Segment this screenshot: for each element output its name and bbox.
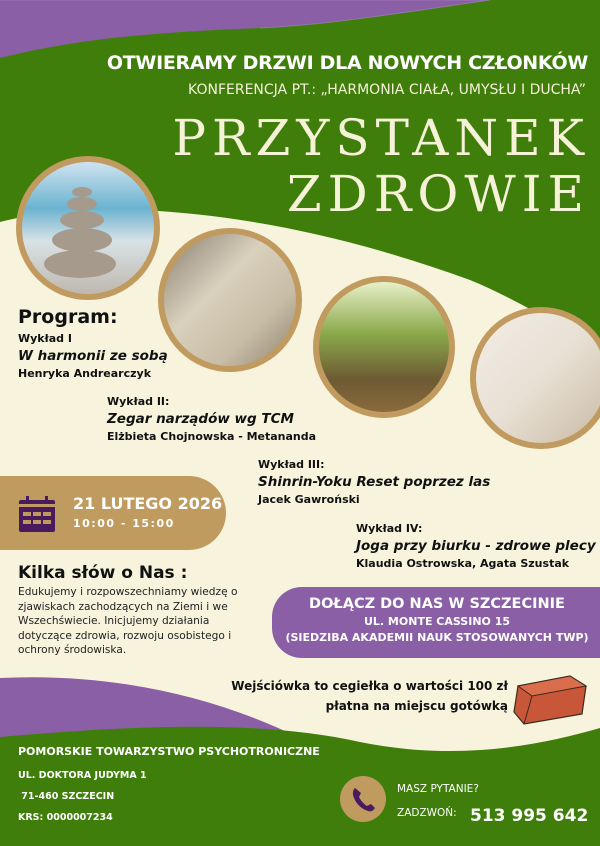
call-label: ZADZWOŃ: [397,807,457,819]
join-banner: DOŁĄCZ DO NAS W SZCZECINIE UL. MONTE CASSINO 15 (SIEDZIBA AKADEMII NAUK STOSOWANYCH TWP) [272,587,600,658]
question-label: MASZ PYTANIE? [397,783,479,795]
stones-icon [22,162,154,294]
event-date: 21 LUTEGO 2026 [73,494,223,513]
photo-yoga [470,307,600,449]
subtitle: KONFERENCJA PT.: „HARMONIA CIAŁA, UMYSŁU I DUCHA” [188,82,586,98]
photo-forest [313,276,455,418]
photo-stones [16,156,160,300]
entry-fee: Wejściówka to cegiełka o wartości 100 zł płatna na miejscu gotówką [231,679,508,713]
phone-button[interactable] [340,776,386,822]
photo-tcm-chart [158,228,302,372]
about-text: Edukujemy i rozpowszechniamy wiedzę o zjawiskach zachodzących na Ziemi i we Wszechświecie. Inicjujemy działania dotyczące zdrowia, rozwoju osobistego i ochrony środowiska. [18,586,238,657]
org-krs: KRS: 0000007234 [18,812,113,823]
phone-number[interactable]: 513 995 642 [470,806,589,826]
page-title: PRZYSTANEK ZDROWIE [172,109,590,223]
lecture-1: Wykład I W harmonii ze sobą Henryka Andrearczyk [18,332,168,380]
org-name: POMORSKIE TOWARZYSTWO PSYCHOTRONICZNE [18,745,320,758]
brick-icon [510,672,590,728]
lecture-3: Wykład III: Shinrin-Yoku Reset poprzez las Jacek Gawroński [258,458,491,506]
org-street: UL. DOKTORA JUDYMA 1 [18,770,147,781]
event-time: 10:00 - 15:00 [73,517,175,530]
phone-icon [340,776,386,822]
lecture-2: Wykład II: Zegar narządów wg TCM Elżbieta Chojnowska - Metananda [107,395,317,443]
calendar-icon [19,496,55,532]
headline: OTWIERAMY DRZWI DLA NOWYCH CZŁONKÓW [106,52,588,74]
program-heading: Program: [18,306,118,328]
event-date-banner [0,476,226,550]
org-city: 71-460 SZCZECIN [18,791,115,802]
lecture-4: Wykład IV: Joga przy biurku - zdrowe plecy Klaudia Ostrowska, Agata Szustak [356,522,596,570]
about-heading: Kilka słów o Nas : [18,563,188,583]
